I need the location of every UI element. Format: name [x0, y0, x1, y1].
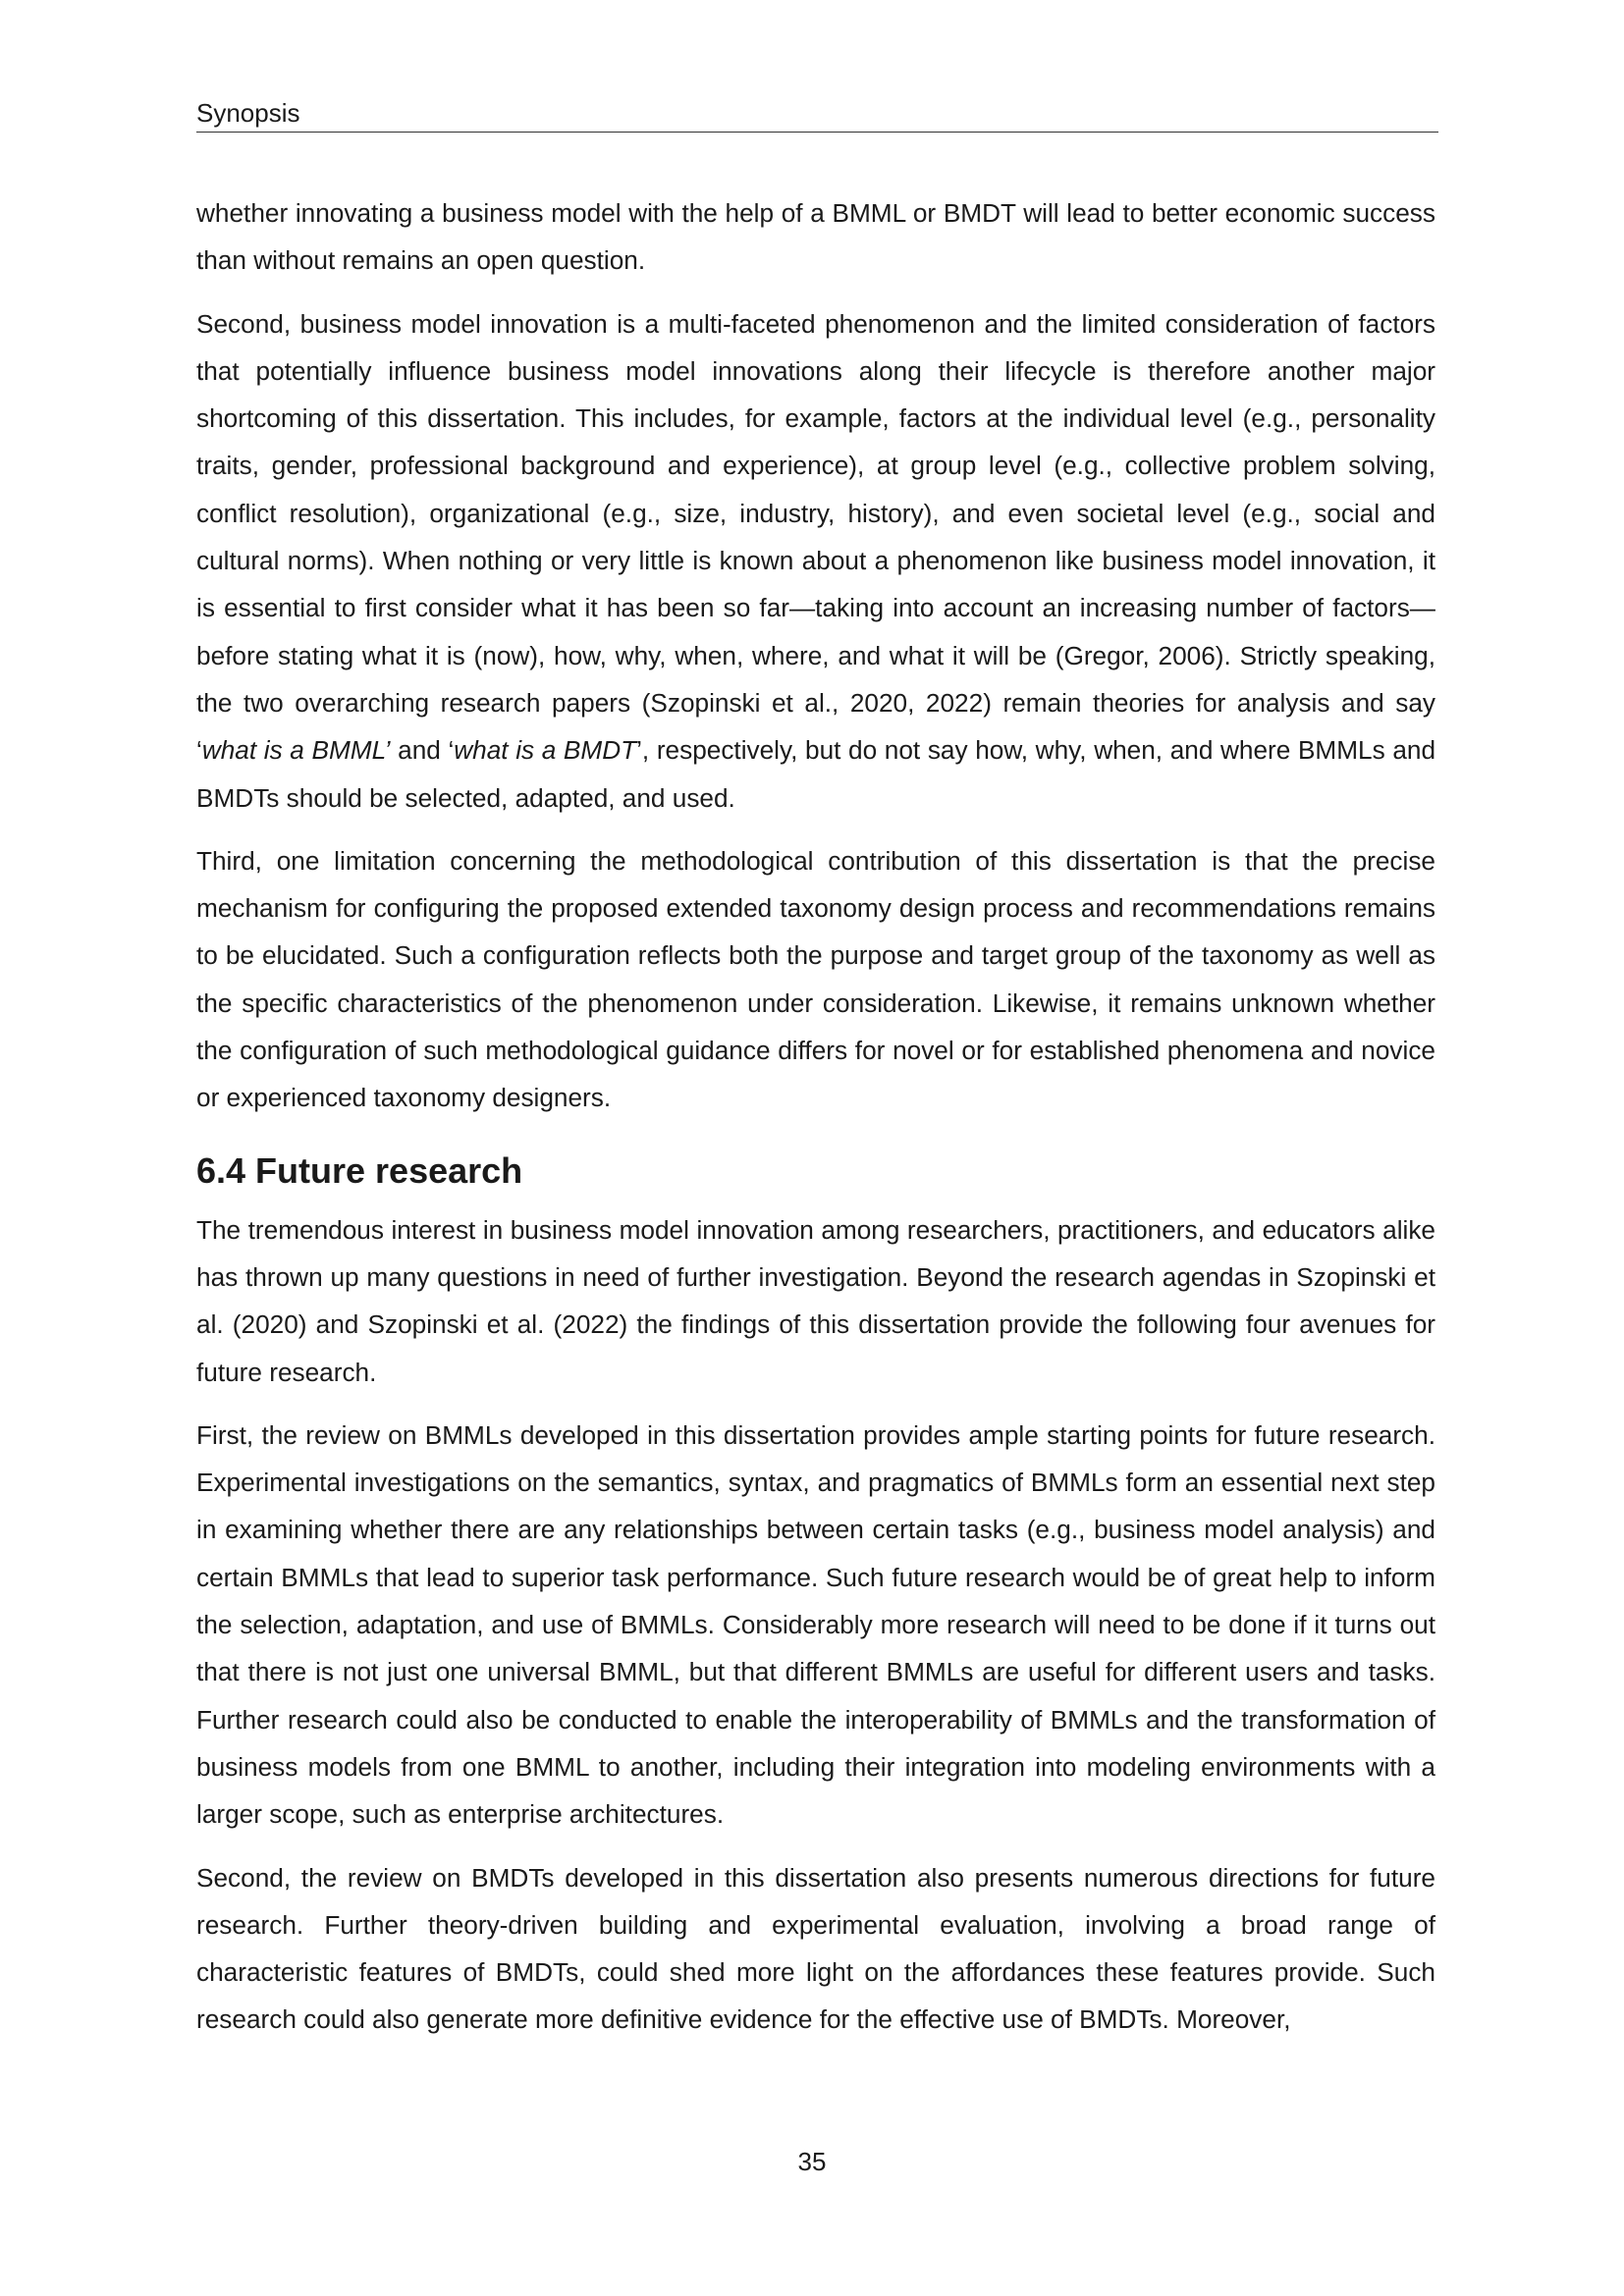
page-number: 35	[797, 2147, 827, 2176]
paragraph: First, the review on BMMLs developed in this dissertation provides ample starting points for future research. Experimental investigations on the semantics, syntax, and pragmatics of BMMLs form an essential next step in examining whether there are any relationships between certain tasks (e.g., business model analysis) and certain BMMLs that lead to superior task performance. Such future research would be of great help to inform the selection, adaptation, and use of BMMLs. Considerably more research will need to be done if it turns out that there is not just one universal BMML, but that different BMMLs are useful for different users and tasks. Further research could also be conducted to enable the interoperability of BMMLs and the transformation of business models from one BMML to another, including their integration into modeling environments with a larger scope, such as enterprise architectures.	[196, 1419, 1435, 1830]
header-rule	[196, 132, 1438, 133]
text-run: ’, respectively, but do not say how, why, when, and where BMMLs and BMDTs should be selected, adapted, and used.	[196, 735, 1436, 813]
italic-term: what is a BMDT	[454, 735, 637, 766]
running-header: Synopsis	[196, 98, 300, 128]
text-run: and ‘	[390, 735, 455, 766]
section-heading: 6.4 Future research	[196, 1149, 523, 1191]
paragraph: Third, one limitation concerning the methodological contribution of this dissertation is that the precise mechanism for configuring the proposed extended taxonomy design process and recommendations remains to be elucidated. Such a configuration reflects both the purpose and target group of the taxonomy as well as the specific characteristics of the phenomenon under consideration. Likewise, it remains unknown whether the configuration of such methodological guidance differs for novel or for established phenomena and novice or experienced taxonomy designers.	[196, 845, 1435, 1113]
paragraph: whether innovating a business model with the help of a BMML or BMDT will lead to better economic success than without remains an open question.	[196, 198, 1435, 276]
body-text	[196, 189, 1435, 2059]
paragraph	[196, 300, 1435, 822]
paragraph: The tremendous interest in business model innovation among researchers, practitioners, and educators alike has thrown up many questions in need of further investigation. Beyond the research agendas in Szopinski et al. (2020) and Szopinski et al. (2022) the findings of this dissertation provide the following four avenues for future research.	[196, 1214, 1435, 1387]
text-run: Second, business model innovation is a multi-faceted phenomenon and the limited consideration of factors that potentially influence business model innovations along their lifecycle is therefore another major shortcoming of this dissertation. This includes, for example, factors at the individual level (e.g., personality traits, gender, professional background and experience), at group level (e.g., collective problem solving, conflict resolution), organizational (e.g., size, industry, history), and even societal level (e.g., social and cultural norms). When nothing or very little is known about a phenomenon like business model innovation, it is essential to first consider what it has been so far—taking into account an increasing number of factors—before stating what it is (now), how, why, when, where, and what it will be (Gregor, 2006). Strictly speaking, the two overarching research papers (Szopinski et al., 2020, 2022) remain theories for analysis and say ‘	[196, 308, 1435, 766]
paragraph: Second, the review on BMDTs developed in this dissertation also presents numerous directions for future research. Further theory-driven building and experimental evaluation, involving a broad range of characteristic features of BMDTs, could shed more light on the affordances these features provide. Such research could also generate more definitive evidence for the effective use of BMDTs. Moreover,	[196, 1862, 1435, 2035]
italic-term: what is a BMML’	[201, 735, 391, 766]
